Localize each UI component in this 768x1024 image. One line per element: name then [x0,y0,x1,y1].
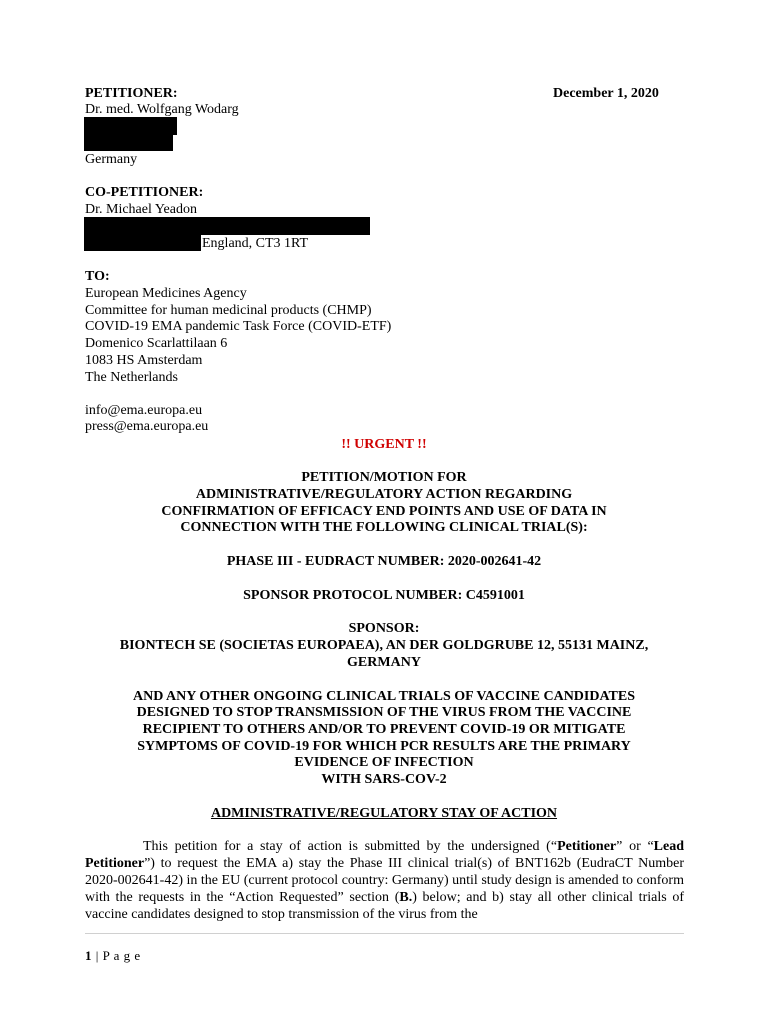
recipient-email: info@ema.europa.eu [85,403,203,418]
recipient-email: press@ema.europa.eu [85,419,209,434]
sponsor-line: GERMANY [347,655,421,670]
other-trials-line: RECIPIENT TO OTHERS AND/OR TO PREVENT COVID-19 OR MITIGATE [142,722,626,737]
recipient-line: 1083 HS Amsterdam [85,353,203,368]
other-trials-line: AND ANY OTHER ONGOING CLINICAL TRIALS OF VACCINE CANDIDATES [132,689,636,704]
body-bold-term: B. [399,890,413,905]
other-trials-line: DESIGNED TO STOP TRANSMISSION OF THE VIRUS FROM THE VACCINE [136,705,632,720]
body-text: ”) to request the EMA a) stay the Phase III clinical trial(s) of BNT162b (EudraCT Number 2020-002641-42) in the EU (current protocol country: Germany) until study design is amended to conform with the requests in the “Action Requested” section ( [85,856,684,905]
recipient-label: TO: [85,269,110,284]
redaction-bar [84,117,177,135]
other-trials-line: SYMPTOMS OF COVID-19 FOR WHICH PCR RESULTS ARE THE PRIMARY [137,739,631,754]
page-footer [85,948,141,964]
body-paragraph [85,838,684,923]
co-petitioner-address: England, CT3 1RT [202,236,309,251]
other-trials-line: EVIDENCE OF INFECTION [294,755,474,770]
petitioner-name: Dr. med. Wolfgang Wodarg [85,102,239,117]
eudract-number: PHASE III - EUDRACT NUMBER: 2020-002641-42 [226,554,542,569]
section-heading: ADMINISTRATIVE/REGULATORY STAY OF ACTION [210,806,558,821]
body-bold-term: Petitioner [557,839,617,854]
page-label: | P a g e [95,948,141,963]
title-line: PETITION/MOTION FOR [301,470,467,485]
sponsor-protocol-number: SPONSOR PROTOCOL NUMBER: C4591001 [243,588,525,603]
recipient-line: Domenico Scarlattilaan 6 [85,336,228,351]
recipient-line: COVID-19 EMA pandemic Task Force (COVID-ETF) [85,319,392,334]
co-petitioner-label: CO-PETITIONER: [85,185,204,200]
petitioner-label: PETITIONER: [85,86,178,101]
redaction-bar [84,217,370,235]
recipient-line: Committee for human medicinal products (CHMP) [85,303,372,318]
document-date: December 1, 2020 [553,86,659,101]
urgent-notice: !! URGENT !! [341,437,427,452]
co-petitioner-name: Dr. Michael Yeadon [85,202,197,217]
redaction-bar [84,134,173,151]
redaction-bar [84,234,201,251]
body-text: This petition for a stay of action is submitted by the undersigned (“ [143,839,558,854]
other-trials-line: WITH SARS-COV-2 [321,772,447,787]
title-line: CONNECTION WITH THE FOLLOWING CLINICAL TRIAL(S): [180,520,588,535]
sponsor-line: BIONTECH SE (SOCIETAS EUROPAEA), AN DER GOLDGRUBE 12, 55131 MAINZ, [119,638,649,653]
petitioner-country: Germany [85,152,138,167]
body-text: ” or “ [616,839,654,854]
recipient-line: The Netherlands [85,370,178,385]
footer-rule [85,933,684,934]
body-bold-term: Lead Petitioner [85,839,685,871]
title-line: CONFIRMATION OF EFFICACY END POINTS AND USE OF DATA IN [161,504,607,519]
sponsor-label: SPONSOR: [348,621,420,636]
body-text: ) below; and b) stay all other clinical trials of vaccine candidates designed to stop transmission of the virus from the [85,890,684,922]
title-line: ADMINISTRATIVE/REGULATORY ACTION REGARDING [195,487,573,502]
recipient-line: European Medicines Agency [85,286,247,301]
page-number: 1 [85,948,92,963]
